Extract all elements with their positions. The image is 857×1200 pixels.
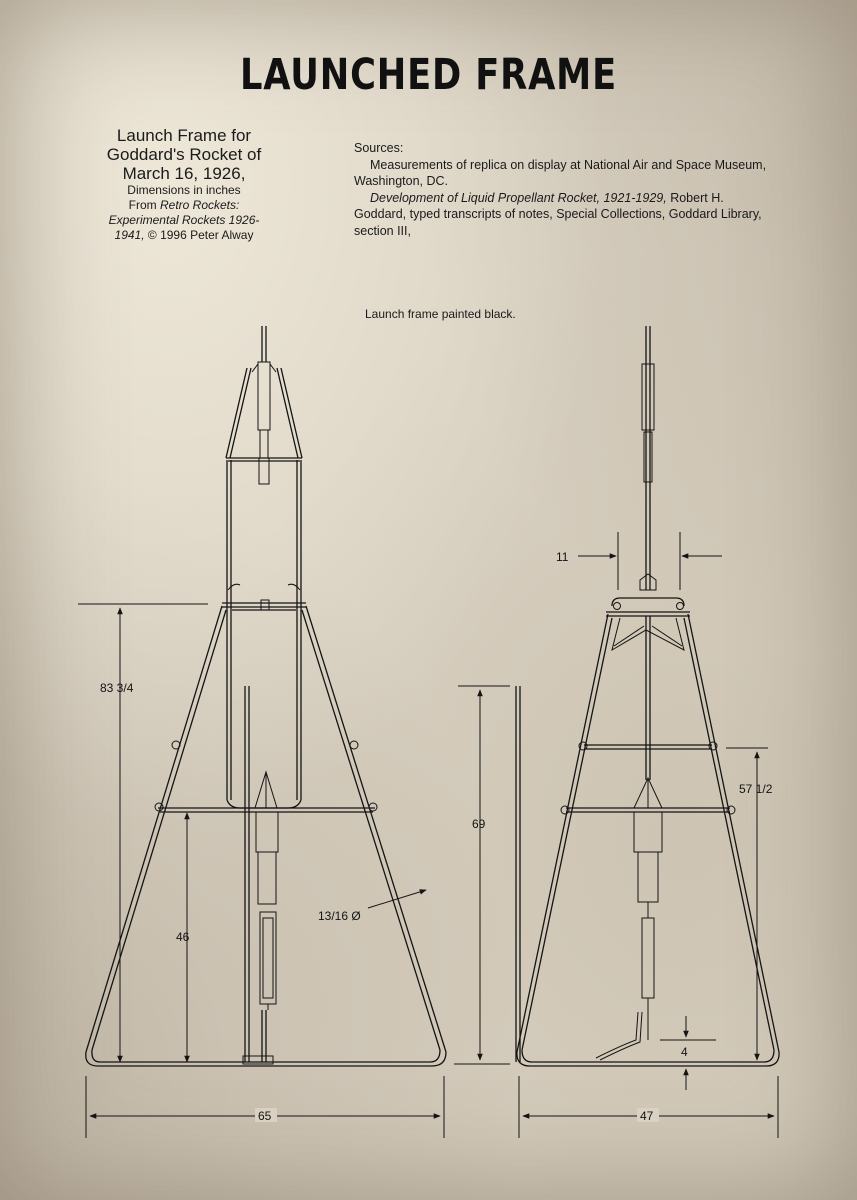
front-upper-rocket [252,362,276,484]
credit-line-4: Dimensions in inches [127,183,241,197]
credit-line-2: Goddard's Rocket of [106,145,262,164]
dim-tube-diameter: 13/16 Ø [318,909,361,923]
side-view [516,326,779,1066]
credit-book-title-2: Experimental Rockets 1926- [108,213,260,227]
front-legs [86,606,446,1066]
side-bracing [612,618,684,650]
credit-book-title-3: 1941, [114,228,145,242]
side-mast [640,326,656,590]
sources-heading: Sources: [354,141,404,155]
front-cross-bar [158,808,375,812]
dim-tube-leader [368,890,426,908]
credit-line-3: March 16, 1926, [122,164,246,183]
dim-top-gap: 11 [556,550,569,564]
front-motor-cage [227,460,301,808]
credit-from-label: From [128,198,157,212]
dim-side-bar-height: 57 1/2 [739,782,773,796]
credit-copyright: © 1996 Peter Alway [147,228,254,242]
front-view [86,326,446,1066]
dim-base-offset: 4 [681,1045,688,1059]
dim-total-height: 83 3/4 [100,681,134,695]
sources-item-2-title: Development of Liquid Propellant Rocket, 1921-1929, [370,190,667,205]
sources-item-2-rest: Robert H. Goddard, typed transcripts of notes, Special Collections, Goddard Library, section III, [354,190,762,238]
dim-cross-bar-height: 46 [176,930,190,944]
page-title: LAUNCHED FRAME [239,50,618,100]
side-top-plate [606,598,690,616]
credit-book-title-1: Retro Rockets: [159,198,240,212]
paint-note: Launch frame painted black. [365,307,516,321]
dim-base-width-front: 65 [258,1109,272,1123]
credit-line-1: Launch Frame for [116,126,252,145]
side-feed-line [596,1012,642,1060]
front-top-pyramid [226,368,302,461]
dim-upright-height: 69 [472,817,486,831]
side-lower-rocket [634,778,662,1040]
dim-base-width-side: 47 [640,1109,654,1123]
side-center-rod [646,616,650,780]
front-upper-collar [222,600,306,610]
front-top-rod [262,326,266,362]
side-separate-upright [516,686,520,1062]
sources-item-1: Measurements of replica on display at National Air and Space Museum, Washington, DC. [354,157,767,188]
